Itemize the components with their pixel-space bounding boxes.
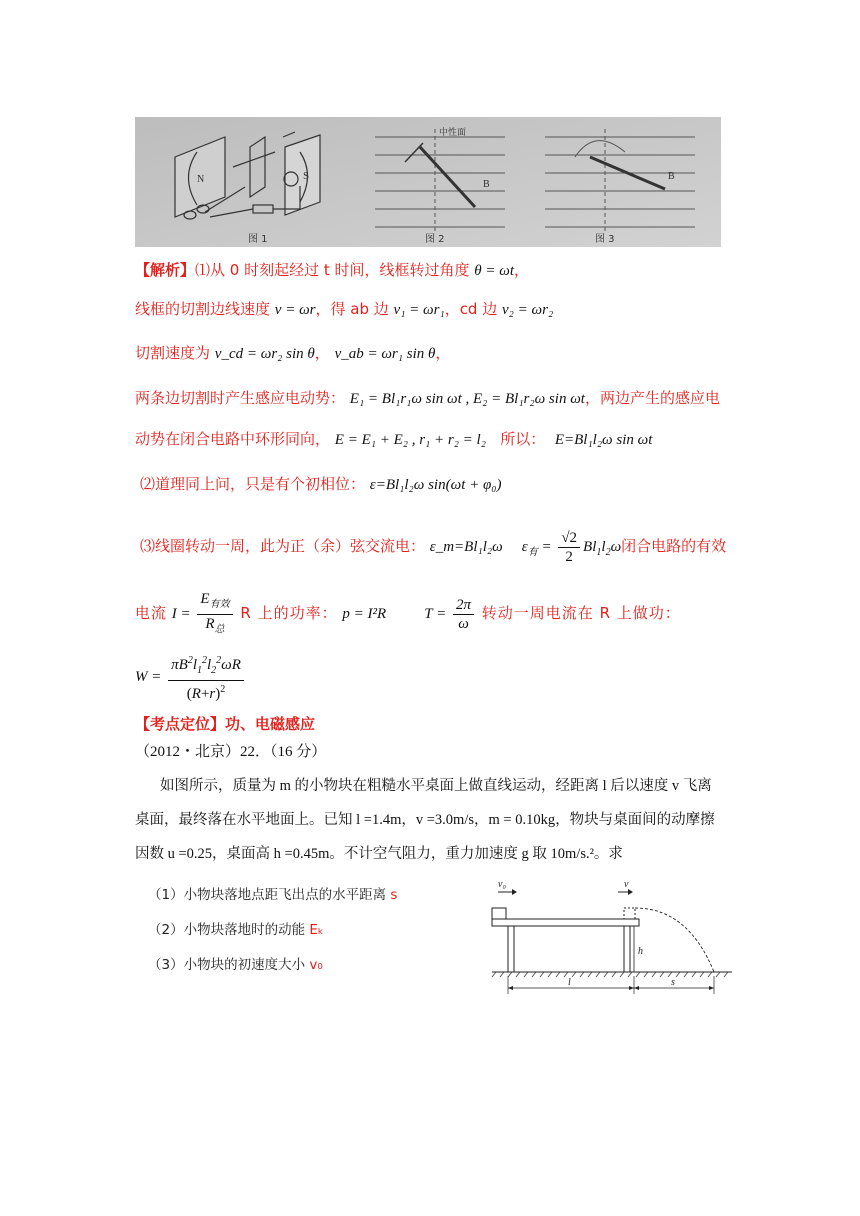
diagram-s-label: s bbox=[671, 977, 675, 988]
ground-hatching bbox=[492, 972, 728, 977]
eq-v2: v₂ = ωr₂ bbox=[502, 302, 554, 318]
diagram-h-label: h bbox=[638, 946, 643, 957]
eq-vcd: v_cd = ωr₂ sin θ bbox=[214, 346, 315, 362]
analysis-l1-text: ⑴从 0 时刻起经过 t 时间，线框转过角度 bbox=[195, 261, 470, 279]
table-leg-right bbox=[624, 926, 630, 972]
eq-E1-E2: E₁ = Bl₁r₁ω sin ωt , E₂ = Bl₁r₂ω sin ωt bbox=[349, 391, 585, 407]
analysis-l8-text-c: 转动一周电流在 R 上做功： bbox=[481, 603, 681, 622]
analysis-l8-text-b: R 上的功率： bbox=[240, 603, 338, 622]
kaodian-line bbox=[135, 713, 315, 734]
analysis-line-5 bbox=[135, 428, 652, 449]
eq-current-I: I = $\frac{E_{有效}}{R_总}$ bbox=[172, 606, 236, 622]
analysis-line-1: 【解析】⑴从 0 时刻起经过 t 时间，线框转过角度 θ = ωt， bbox=[135, 261, 530, 279]
table-leg-left bbox=[508, 926, 514, 972]
fig1-S-label: S bbox=[303, 170, 310, 182]
table-projectile-diagram bbox=[488, 878, 738, 996]
problem-stem-line-2: 桌面，最终落在水平地面上。已知 l =1.4m，v =3.0m/s，m = 0.10kg，物块与桌面间的动摩擦 bbox=[135, 812, 715, 828]
table-top bbox=[492, 919, 639, 926]
analysis-line-2 bbox=[135, 298, 553, 319]
problem-stem-line-3: 因数 u =0.25，桌面高 h =0.45m。不计空气阻力，重力加速度 g 取 10m/s.²。求 bbox=[135, 846, 623, 862]
analysis-l8-text-a: 电流 bbox=[135, 603, 168, 622]
analysis-line-3: 切割速度为 v_cd = ωr₂ sin θ， v_ab = ωr₁ sin θ， bbox=[135, 344, 451, 362]
block-end bbox=[624, 908, 635, 919]
fig3-caption: 图 3 bbox=[595, 234, 615, 245]
question-2: （2）小物块落地时的动能 Eₖ bbox=[148, 922, 324, 938]
eq-v-omega-r: v = ωr bbox=[274, 302, 316, 318]
analysis-l6-text: ⑵道理同上问，只是有个初相位： bbox=[140, 475, 366, 493]
fig3-B-label: B bbox=[668, 171, 675, 182]
question-1: （1）小物块落地点距飞出点的水平距离 s bbox=[148, 887, 398, 903]
analysis-line-6 bbox=[140, 473, 502, 494]
fig2-B-label: B bbox=[483, 179, 490, 190]
fig1-caption: 图 1 bbox=[248, 234, 268, 245]
fig1-N-label: N bbox=[197, 174, 205, 185]
fig2-caption: 图 2 bbox=[425, 234, 445, 245]
analysis-line-8 bbox=[135, 590, 681, 639]
analysis-l2-text-a: 线框的切割边线速度 bbox=[135, 300, 271, 318]
diagram-v0-label: v₀ bbox=[498, 879, 506, 890]
eq-epsilon-phase: ε=Bl₁l₂ω sin(ωt + φ₀) bbox=[369, 477, 502, 493]
analysis-l2-text-c: ，cd 边 bbox=[444, 300, 498, 318]
analysis-l5-text-a: 动势在闭合电路中环形同向， bbox=[135, 430, 331, 448]
kaodian-text: 功、电磁感应 bbox=[225, 715, 316, 733]
block-start bbox=[492, 908, 506, 919]
analysis-line-9 bbox=[135, 652, 247, 703]
analysis-l3-text: 切割速度为 bbox=[135, 344, 211, 362]
analysis-l2-text-b: ，得 ab 边 bbox=[315, 300, 389, 318]
analysis-l5-text-b: 所以： bbox=[500, 430, 546, 448]
eq-E-final: E=Bl₁l₂ω sin ωt bbox=[554, 432, 653, 448]
eq-vab: v_ab = ωr₁ sin θ bbox=[334, 346, 436, 362]
problem-stem-line-1: 如图所示，质量为 m 的小物块在粗糙水平桌面上做直线运动，经距离 l 后以速度 v 飞离 bbox=[160, 778, 712, 794]
eq-E-sum: E = E₁ + E₂ , r₁ + r₂ = l₂ bbox=[334, 432, 486, 448]
eq-power: p = I²R bbox=[342, 605, 387, 622]
analysis-l7-text-a: ⑶线圈转动一周，此为正（余）弦交流电： bbox=[140, 536, 426, 555]
analysis-l7-text-b: 闭合电路的有效 bbox=[621, 536, 727, 555]
question-3: （3）小物块的初速度大小 v₀ bbox=[148, 957, 323, 973]
figure-drawing bbox=[135, 117, 721, 247]
eq-v1: v₁ = ωr₁ bbox=[393, 302, 445, 318]
eq-theta: θ = ωt bbox=[474, 263, 515, 279]
analysis-line-7 bbox=[140, 529, 726, 566]
eq-work: W = $\frac{\pi B^2l_1^2l_2^2\omega R}{(R+r)^2}$ bbox=[135, 669, 247, 685]
diagram-l-label: l bbox=[568, 977, 571, 988]
experiment-figure-photo bbox=[135, 117, 721, 247]
eq-period: T = $\frac{2\pi}{\omega}$ bbox=[424, 606, 477, 622]
analysis-l4-text-b: ，两边产生的感应电 bbox=[584, 389, 720, 407]
trajectory-curve bbox=[635, 908, 714, 972]
analysis-tag: 【解析】 bbox=[135, 261, 196, 279]
problem-source: （2012・北京）22．（16 分） bbox=[135, 744, 327, 760]
eq-epsilon-m: ε_m=Bl₁l₂ω bbox=[429, 538, 503, 555]
eq-epsilon-eff: $\varepsilon_有$ = $\frac{√2}{2}$ $Bl_1l_2\omega$ bbox=[521, 530, 622, 565]
analysis-l4-text-a: 两条边切割时产生感应电动势： bbox=[135, 389, 346, 407]
analysis-line-4 bbox=[135, 387, 720, 408]
fig2-zhongxing-label: 中性面 bbox=[439, 128, 467, 138]
diagram-v-label: v bbox=[624, 879, 629, 890]
kaodian-tag: 【考点定位】 bbox=[135, 715, 226, 733]
